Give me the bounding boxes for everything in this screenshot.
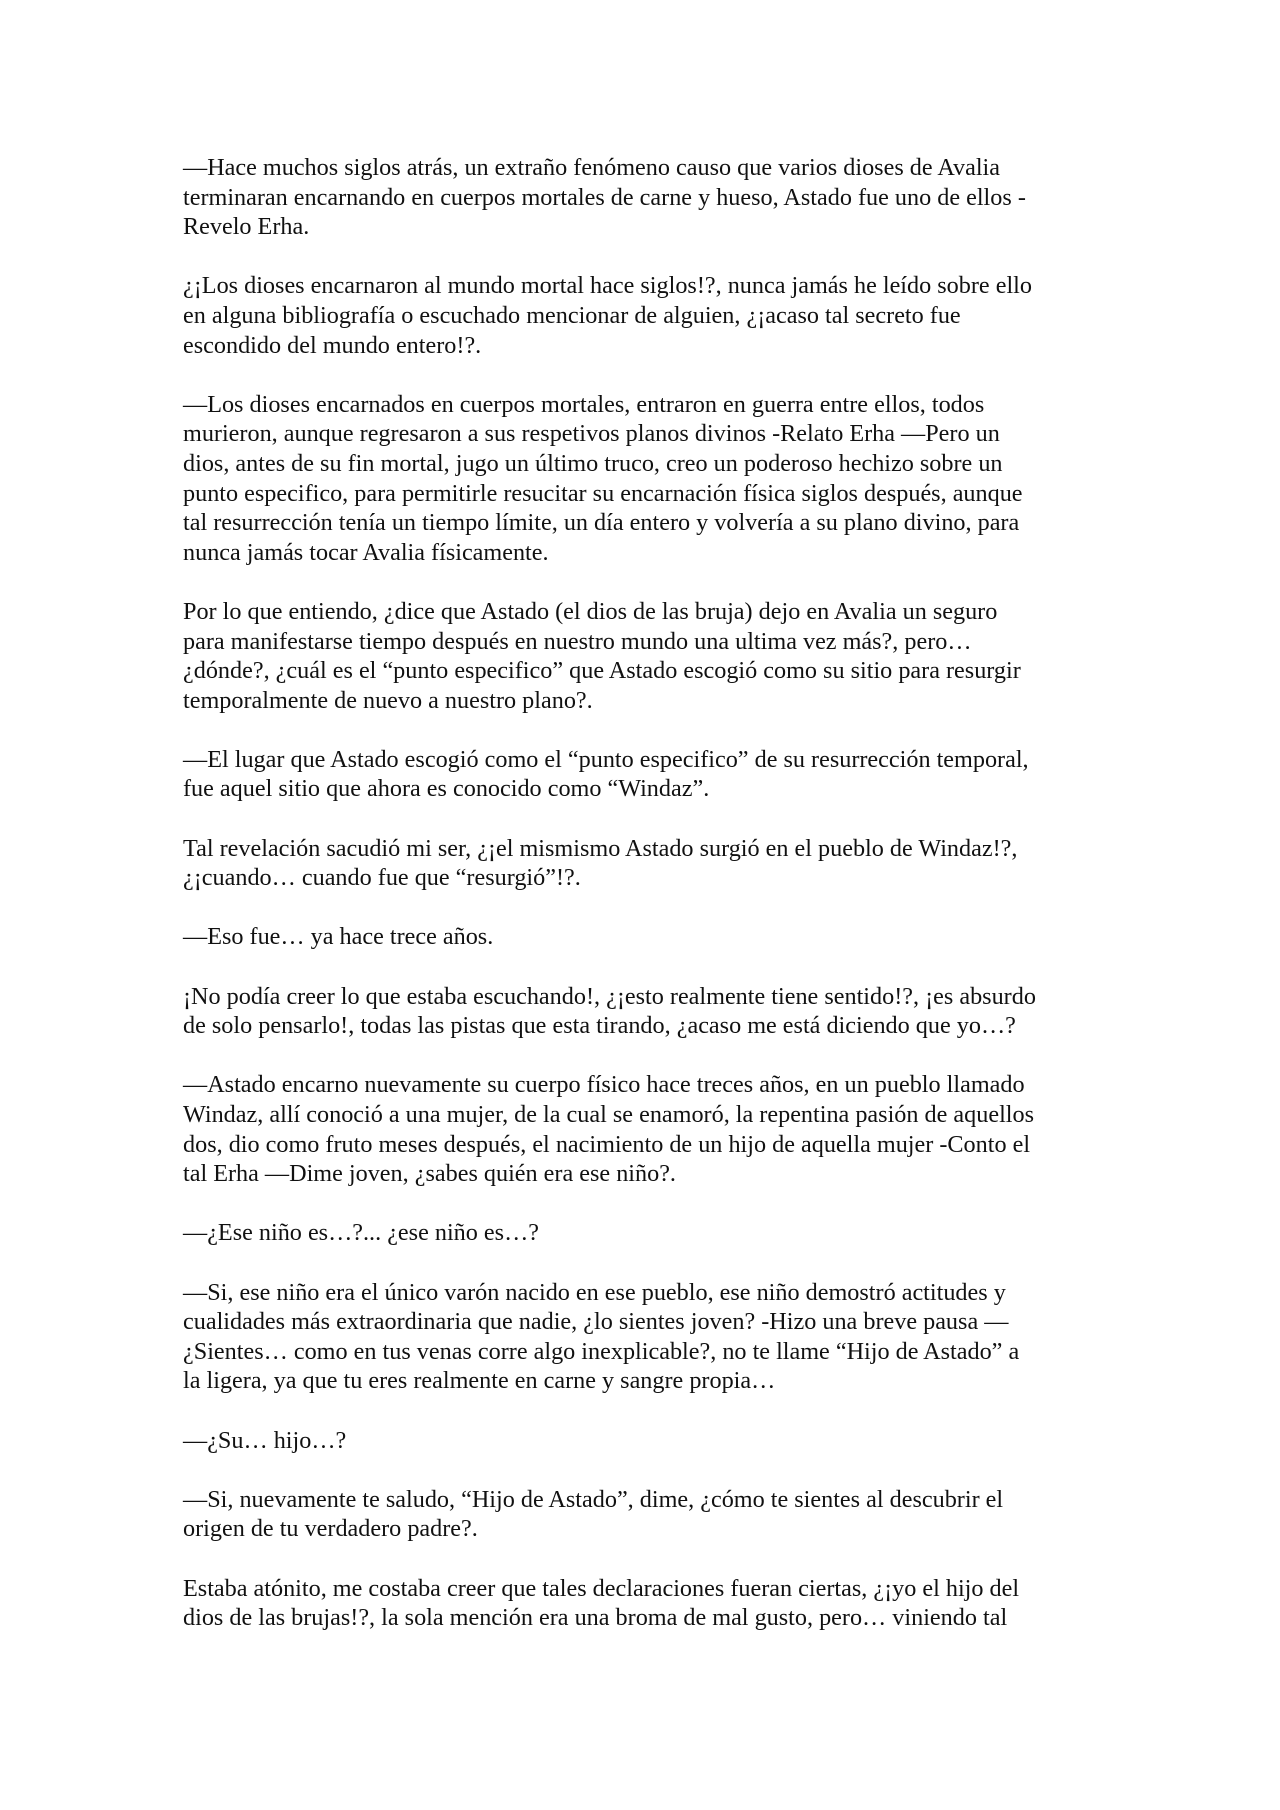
paragraph — [183, 1574, 1098, 1633]
paragraph — [183, 745, 1098, 804]
paragraph — [183, 1070, 1098, 1188]
text-line: ¿¡Los dioses encarnaron al mundo mortal hace siglos!?, nunca jamás he leído sobre ello — [183, 272, 1032, 300]
text-line: cualidades más extraordinaria que nadie, ¿lo sientes joven? -Hizo una breve pausa — — [183, 1308, 1009, 1336]
text-line: —Si, ese niño era el único varón nacido en ese pueblo, ese niño demostró actitudes y — [183, 1278, 1006, 1306]
text-line: en alguna bibliografía o escuchado mencionar de alguien, ¿¡acaso tal secreto fue — [183, 301, 961, 329]
text-line: ¡No podía creer lo que estaba escuchando!, ¿¡esto realmente tiene sentido!?, ¡es absurdo — [183, 982, 1036, 1010]
text-line: origen de tu verdadero padre?. — [183, 1515, 478, 1543]
text-line: murieron, aunque regresaron a sus respetivos planos divinos -Relato Erha —Pero un — [183, 420, 1000, 448]
paragraph — [183, 922, 1098, 952]
text-line: tal Erha —Dime joven, ¿sabes quién era ese niño?. — [183, 1160, 676, 1188]
paragraph — [183, 1426, 1098, 1456]
text-line: —¿Su… hijo…? — [183, 1426, 347, 1454]
text-line: la ligera, ya que tu eres realmente en carne y sangre propia… — [183, 1367, 776, 1395]
paragraph — [183, 982, 1098, 1041]
text-line: tal resurrección tenía un tiempo límite, un día entero y volvería a su plano divino, para — [183, 509, 1020, 537]
text-line: ¿Sientes… como en tus venas corre algo inexplicable?, no te llame “Hijo de Astado” a — [183, 1337, 1020, 1365]
text-line: Por lo que entiendo, ¿dice que Astado (el dios de las bruja) dejo en Avalia un seguro — [183, 597, 998, 625]
paragraph — [183, 1218, 1098, 1248]
text-line: Windaz, allí conoció a una mujer, de la cual se enamoró, la repentina pasión de aquellos — [183, 1101, 1035, 1128]
paragraph — [183, 153, 1098, 242]
paragraph — [183, 834, 1098, 893]
text-line: ¿dónde?, ¿cuál es el “punto especifico” que Astado escogió como su sitio para resurgir — [183, 657, 1021, 685]
text-line: —¿Ese niño es…?... ¿ese niño es…? — [183, 1219, 539, 1247]
text-line: —Los dioses encarnados en cuerpos mortales, entraron en guerra entre ellos, todos — [183, 390, 985, 418]
text-line: dios de las brujas!?, la sola mención era una broma de mal gusto, pero… viniendo tal — [183, 1604, 1008, 1632]
text-line: ¿¡cuando… cuando fue que “resurgió”!?. — [183, 864, 581, 892]
text-line: de solo pensarlo!, todas las pistas que esta tirando, ¿acaso me está diciendo que yo…? — [183, 1012, 1016, 1040]
text-line: —Astado encarno nuevamente su cuerpo físico hace treces años, en un pueblo llamado — [183, 1071, 1025, 1099]
text-line: Revelo Erha. — [183, 213, 310, 241]
paragraph — [183, 1278, 1098, 1396]
paragraph — [183, 390, 1098, 568]
text-line: —Hace muchos siglos atrás, un extraño fenómeno causo que varios dioses de Avalia — [183, 154, 1000, 181]
text-line: punto especifico, para permitirle resucitar su encarnación física siglos después, aunque — [183, 479, 1023, 507]
text-line: fue aquel sitio que ahora es conocido como “Windaz”. — [183, 775, 710, 803]
paragraph — [183, 271, 1098, 360]
text-line: para manifestarse tiempo después en nuestro mundo una ultima vez más?, pero… — [183, 627, 972, 655]
text-line: temporalmente de nuevo a nuestro plano?. — [183, 686, 593, 714]
text-line: —Si, nuevamente te saludo, “Hijo de Astado”, dime, ¿cómo te sientes al descubrir el — [183, 1485, 1004, 1513]
text-line: —El lugar que Astado escogió como el “punto especifico” de su resurrección temporal, — [183, 745, 1029, 773]
document-page — [183, 153, 1098, 1662]
text-line: terminaran encarnando en cuerpos mortales de carne y hueso, Astado fue uno de ellos - — [183, 183, 1026, 211]
paragraph — [183, 1485, 1098, 1544]
text-line: dios, antes de su fin mortal, jugo un último truco, creo un poderoso hechizo sobre un — [183, 449, 1003, 477]
text-line: nunca jamás tocar Avalia físicamente. — [183, 538, 549, 566]
text-line: dos, dio como fruto meses después, el nacimiento de un hijo de aquella mujer -Conto el — [183, 1130, 1031, 1158]
paragraph — [183, 597, 1098, 715]
text-line: —Eso fue… ya hace trece años. — [183, 923, 494, 951]
text-line: Tal revelación sacudió mi ser, ¿¡el mismismo Astado surgió en el pueblo de Windaz!?, — [183, 834, 1018, 862]
text-line: Estaba atónito, me costaba creer que tales declaraciones fueran ciertas, ¿¡yo el hijo del — [183, 1574, 1020, 1602]
text-line: escondido del mundo entero!?. — [183, 331, 482, 359]
